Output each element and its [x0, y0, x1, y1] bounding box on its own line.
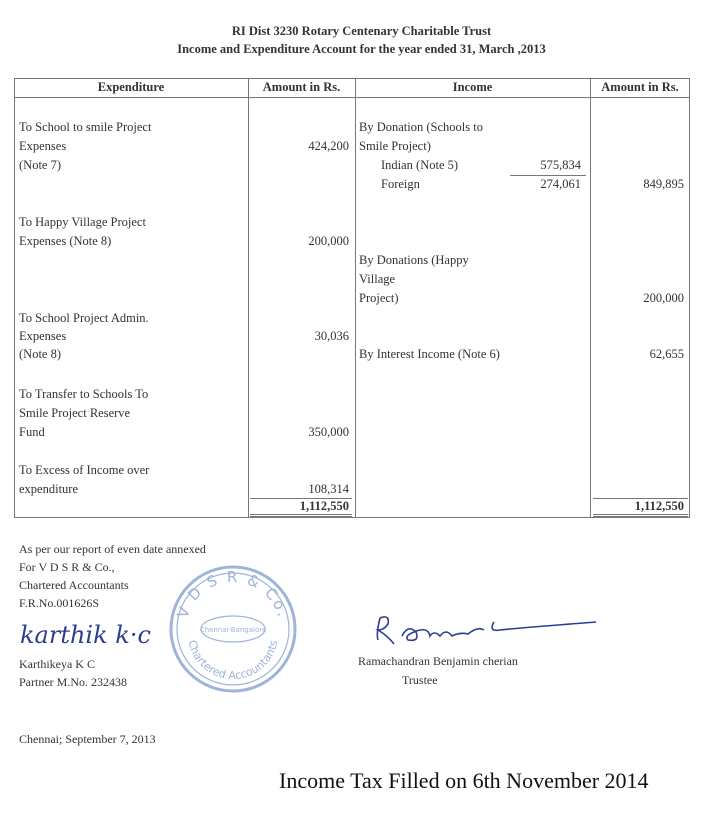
income-label: By Donation (Schools to	[359, 120, 483, 134]
trustee-name: Ramachandran Benjamin cherian	[358, 654, 518, 668]
total-income: 1,112,550	[634, 499, 684, 513]
column-divider	[355, 78, 356, 518]
income-label: Smile Project)	[359, 139, 431, 153]
column-header-amount-income: Amount in Rs.	[601, 80, 679, 94]
expenditure-label: Expenses (Note 8)	[19, 234, 112, 248]
partner-signature	[18, 615, 158, 655]
firm-name: For V D S R & Co.,	[19, 560, 115, 574]
svg-text:karthik k·c: karthik k·c	[20, 621, 151, 649]
income-label: By Interest Income (Note 6)	[359, 347, 500, 361]
document-title: RI Dist 3230 Rotary Centenary Charitable Trust	[231, 24, 492, 38]
expenditure-label: To Transfer to Schools To	[19, 387, 149, 401]
svg-text:Chennai-Bangalore: Chennai-Bangalore	[199, 626, 267, 634]
expenditure-label: Expenses	[19, 139, 67, 153]
expenditure-label: Fund	[19, 425, 45, 439]
column-header-expenditure: Expenditure	[97, 80, 165, 94]
income-label: By Donations (Happy	[359, 253, 469, 267]
subtotal-rule	[510, 175, 586, 176]
trustee-title: Trustee	[402, 673, 438, 687]
place-date: Chennai; September 7, 2013	[19, 732, 156, 746]
expenditure-amount: 350,000	[308, 425, 349, 439]
income-amount: 849,895	[643, 177, 684, 191]
expenditure-label: To Excess of Income over	[19, 463, 150, 477]
auditor-seal	[166, 562, 300, 696]
report-statement: As per our report of even date annexed	[19, 542, 206, 556]
total-expenditure: 1,112,550	[299, 499, 349, 513]
expenditure-label: Smile Project Reserve	[19, 406, 131, 420]
firm-registration: F.R.No.001626S	[19, 596, 100, 610]
expenditure-label: (Note 7)	[19, 158, 61, 172]
account-table	[14, 78, 690, 518]
income-label: Project)	[359, 291, 399, 305]
column-header-income: Income	[452, 80, 493, 94]
income-amount: 62,655	[649, 347, 684, 361]
expenditure-label: To School to smile Project	[19, 120, 152, 134]
expenditure-label: Expenses	[19, 329, 67, 343]
tax-filing-note: Income Tax Filled on 6th November 2014	[279, 768, 649, 793]
expenditure-label: (Note 8)	[19, 347, 61, 361]
income-sub-label: Indian (Note 5)	[381, 158, 459, 172]
expenditure-label: To School Project Admin.	[19, 311, 149, 325]
income-sub-label: Foreign	[381, 177, 420, 191]
expenditure-amount: 30,036	[314, 329, 349, 343]
column-divider	[248, 78, 249, 518]
expenditure-amount: 108,314	[308, 482, 349, 496]
income-amount: 200,000	[643, 291, 684, 305]
partner-membership: Partner M.No. 232438	[19, 675, 127, 689]
column-divider	[590, 78, 591, 518]
expenditure-label: To Happy Village Project	[19, 215, 146, 229]
header-rule	[14, 97, 690, 98]
expenditure-amount: 200,000	[308, 234, 349, 248]
svg-text:Chartered Accountants: Chartered Accountants	[185, 638, 281, 683]
income-label: Village	[359, 272, 396, 286]
expenditure-amount: 424,200	[308, 139, 349, 153]
svg-text:V D S R & Co.: V D S R & Co.	[173, 567, 293, 621]
firm-type: Chartered Accountants	[19, 578, 129, 592]
trustee-signature	[368, 606, 608, 656]
column-header-amount-expenditure: Amount in Rs.	[262, 80, 341, 94]
income-sub-amount: 274,061	[540, 177, 581, 191]
document-subtitle: Income and Expenditure Account for the year ended 31, March ,2013	[177, 42, 546, 56]
partner-name: Karthikeya K C	[19, 657, 95, 671]
expenditure-label: expenditure	[19, 482, 79, 496]
income-sub-amount: 575,834	[540, 158, 581, 172]
